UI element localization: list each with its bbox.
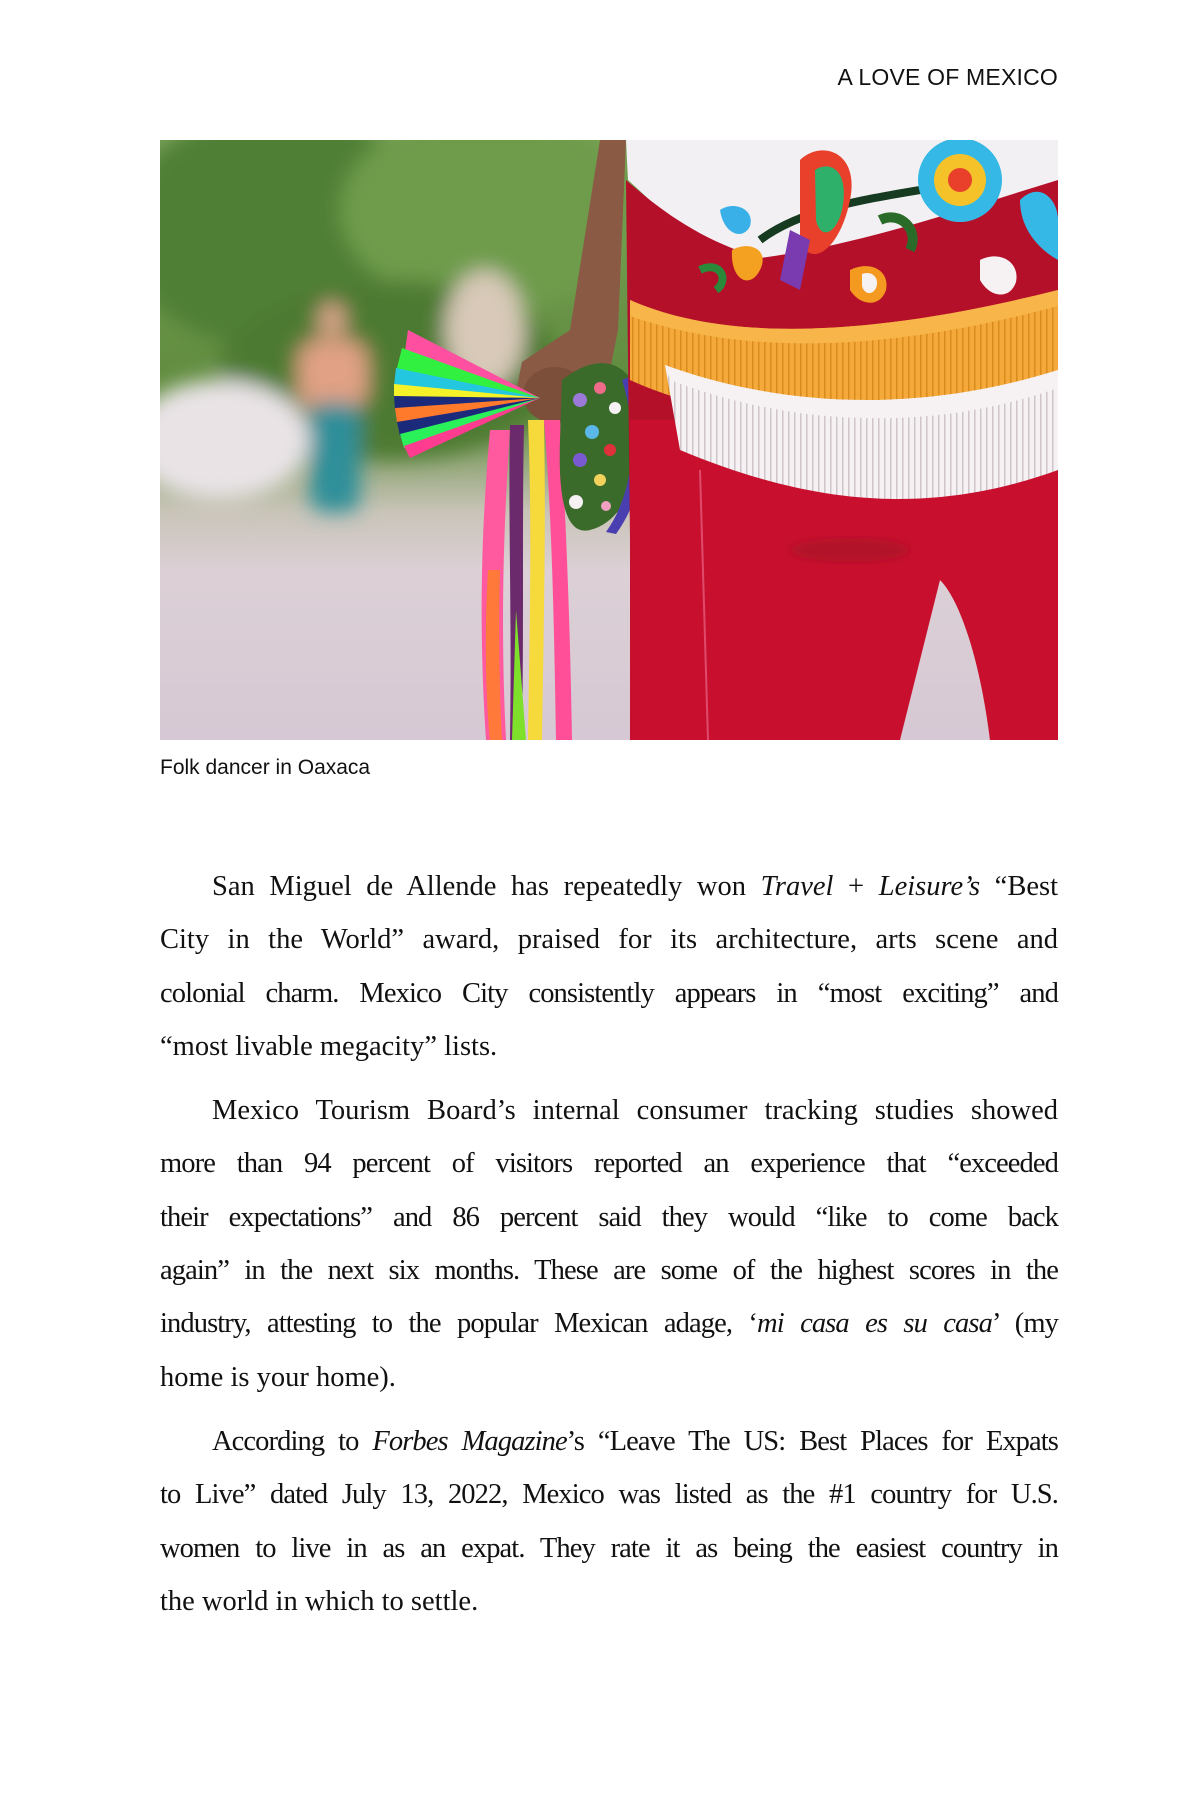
text-run: home is your home). — [160, 1361, 396, 1393]
text-run: colonial charm. Mexico City consistently appears in “most exciting” and — [160, 977, 1058, 1009]
text-run: the world in which to settle. — [160, 1585, 479, 1617]
spanish-adage: mi casa es su casa — [757, 1308, 992, 1340]
text-line — [160, 860, 1058, 913]
text-run: City in the World” award, praised for its architecture, arts scene and — [160, 924, 1058, 956]
text-line — [160, 1137, 1058, 1190]
text-run: Mexico Tourism Board’s internal consumer tracking studies showed — [212, 1095, 1058, 1127]
text-run: women to live in as an expat. They rate it as being the easiest country in — [160, 1532, 1058, 1564]
text-run: their expectations” and 86 percent said they would “like to come back — [160, 1201, 1058, 1233]
paragraph-awards — [160, 860, 1058, 1073]
text-run: more than 94 percent of visitors reported an experience that “exceeded — [160, 1148, 1058, 1180]
text-run: ’s “Leave The US: Best Places for Expats — [566, 1425, 1058, 1457]
magazine-title-leisure: Leisure’s — [878, 871, 981, 902]
text-line — [160, 1415, 1058, 1468]
article-body — [160, 860, 1058, 1639]
text-line — [160, 1297, 1058, 1350]
text-run: According to — [212, 1425, 373, 1457]
text-line — [160, 967, 1058, 1020]
text-run: San Miguel de Allende has repeatedly won — [212, 871, 761, 902]
text-run: ’ (my — [991, 1308, 1058, 1340]
text-line — [160, 1191, 1058, 1244]
text-run: “most livable megacity” lists. — [160, 1030, 498, 1062]
figure-caption: Folk dancer in Oaxaca — [160, 756, 371, 779]
text-line — [160, 913, 1058, 966]
text-run: industry, attesting to the popular Mexican adage, ‘ — [160, 1308, 758, 1340]
text-line — [160, 1351, 1058, 1404]
text-line — [160, 1575, 1058, 1628]
magazine-title-forbes: Forbes Magazine — [372, 1425, 567, 1457]
text-line — [160, 1244, 1058, 1297]
paragraph-tourism-board — [160, 1084, 1058, 1404]
running-header-title: A LOVE OF MEXICO — [837, 64, 1058, 90]
folk-dancer-photo — [160, 140, 1058, 740]
text-line — [160, 1020, 1058, 1073]
text-run: to Live” dated July 13, 2022, Mexico was listed as the #1 country for U.S. — [160, 1479, 1058, 1511]
photo-illustration — [160, 140, 1058, 740]
text-line — [160, 1522, 1058, 1575]
magazine-title-travel: Travel — [760, 871, 834, 902]
text-run: “Best — [980, 871, 1058, 902]
text-run: again” in the next six months. These are some of the highest scores in the — [160, 1255, 1058, 1287]
paragraph-forbes — [160, 1415, 1058, 1628]
text-line — [160, 1468, 1058, 1521]
text-run: + — [833, 871, 879, 902]
text-line — [160, 1084, 1058, 1137]
